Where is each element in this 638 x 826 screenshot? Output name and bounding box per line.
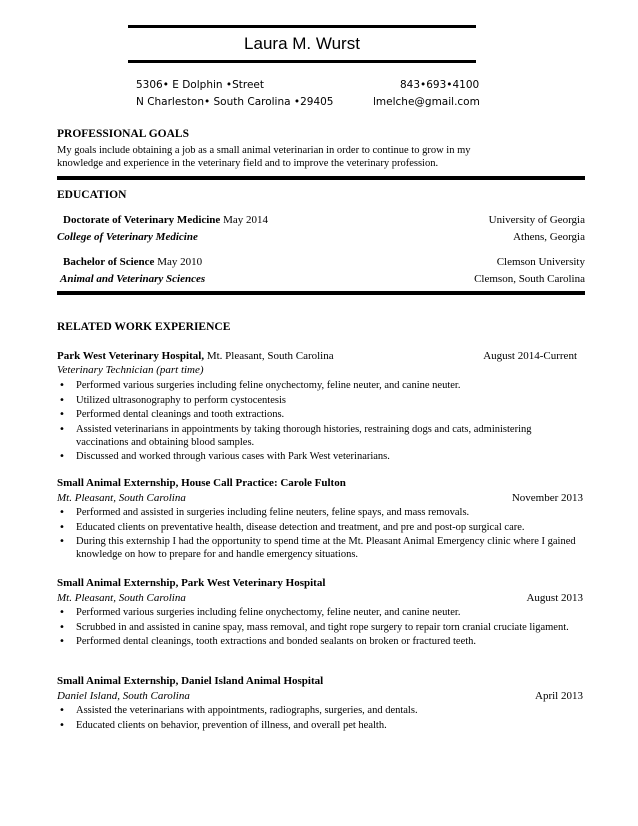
job-location: Daniel Island, South Carolina — [57, 690, 190, 702]
degree-title: Doctorate of Veterinary Medicine — [63, 214, 221, 226]
address-line-1: 5306• E Dolphin •Street — [136, 79, 264, 91]
job-date: August 2013 — [526, 592, 583, 604]
job-subheader — [57, 592, 585, 604]
job-subheader — [57, 690, 585, 702]
job-location: Mt. Pleasant, South Carolina — [57, 492, 186, 504]
job-date: August 2014-Current — [483, 350, 577, 362]
job-header — [57, 577, 585, 589]
degree-date: May 2010 — [157, 256, 203, 268]
college-name: College of Veterinary Medicine — [57, 231, 198, 243]
list-item: • Educated clients on preventative health, disease detection and treatment, and pre and post-op surgical care. — [57, 521, 585, 534]
list-item: • Performed dental cleanings and tooth extractions. — [57, 408, 585, 421]
goals-line: My goals include obtaining a job as a small animal veterinarian in order to continue to grow in my — [57, 145, 471, 156]
phone-number: 843•693•4100 — [400, 79, 480, 91]
education-entry-detail — [57, 273, 585, 285]
college-name: Animal and Veterinary Sciences — [60, 273, 206, 285]
degree-title: Bachelor of Science — [63, 256, 155, 268]
address-line-2: N Charleston• South Carolina •29405 — [136, 96, 334, 108]
goals-text — [57, 144, 585, 170]
job-bullet-list — [57, 704, 585, 733]
list-item: • During this externship I had the opportunity to spend time at the Mt. Pleasant Animal Emergency clinic where I gained knowledge on how to prepare for and handle emergency situations. — [57, 535, 585, 561]
goals-heading: PROFESSIONAL GOALS — [57, 128, 189, 140]
job-subheader — [57, 492, 585, 504]
education-entry — [57, 256, 585, 268]
list-item: • Educated clients on behavior, prevention of illness, and overall pet health. — [57, 719, 585, 732]
school-name: Clemson University — [496, 256, 585, 268]
list-item: • Performed various surgeries including feline onychectomy, feline neuter, and canine neuter. — [57, 379, 585, 392]
job-date: November 2013 — [511, 492, 583, 504]
list-item: • Scrubbed in and assisted in canine spay, mass removal, and tight rope surgery to repair torn cranial cruciate ligament. — [57, 621, 585, 634]
degree-date: May 2014 — [223, 214, 268, 226]
school-location: Clemson, South Carolina — [474, 273, 585, 285]
list-item: • Assisted the veterinarians with appointments, radiographs, surgeries, and dentals. — [57, 704, 585, 717]
job-bullet-list — [57, 506, 585, 563]
employer-name: Park West Veterinary Hospital, — [57, 350, 205, 362]
job-header — [57, 675, 585, 687]
employer-name: Small Animal Externship, Park West Veterinary Hospital — [57, 577, 326, 589]
list-item: • Assisted veterinarians in appointments by taking thorough histories, restraining dogs and cats, administering vaccinations and obtaining blood samples. — [57, 423, 585, 449]
goals-line: knowledge and experience in the veterinary field and to improve the veterinary profession. — [57, 158, 439, 169]
email-address: lmelche@gmail.com — [373, 96, 480, 108]
list-item: • Performed dental cleanings, tooth extractions and bonded sealants on broken or fractured teeth. — [57, 635, 585, 648]
job-bullet-list — [57, 379, 585, 465]
education-entry — [57, 214, 585, 226]
job-header — [57, 477, 585, 489]
job-location: Mt. Pleasant, South Carolina — [57, 592, 186, 604]
list-item: • Performed various surgeries including feline onychectomy, feline neuter, and canine neuter. — [57, 606, 585, 619]
section-divider — [57, 291, 585, 295]
employer-name: Small Animal Externship, House Call Practice: Carole Fulton — [57, 477, 346, 489]
candidate-name: Laura M. Wurst — [244, 34, 360, 53]
list-item: • Utilized ultrasonography to perform cystocentesis — [57, 394, 585, 407]
section-divider — [57, 176, 585, 180]
header-top-rule — [128, 25, 476, 28]
header-bottom-rule — [128, 60, 476, 63]
education-heading: EDUCATION — [57, 189, 127, 201]
school-name: University of Georgia — [488, 214, 585, 226]
education-entry-detail — [57, 231, 585, 243]
job-bullet-list — [57, 606, 585, 650]
school-location: Athens, Georgia — [513, 231, 585, 243]
job-header — [57, 350, 585, 362]
job-subtitle: Veterinary Technician (part time) — [57, 364, 204, 376]
employer-location: Mt. Pleasant, South Carolina — [204, 350, 334, 362]
list-item: • Performed and assisted in surgeries including feline neuters, feline spays, and mass removals. — [57, 506, 585, 519]
experience-heading: RELATED WORK EXPERIENCE — [57, 321, 231, 333]
employer-name: Small Animal Externship, Daniel Island Animal Hospital — [57, 675, 324, 687]
job-date: April 2013 — [535, 690, 583, 702]
list-item: • Discussed and worked through various cases with Park West veterinarians. — [57, 450, 585, 463]
